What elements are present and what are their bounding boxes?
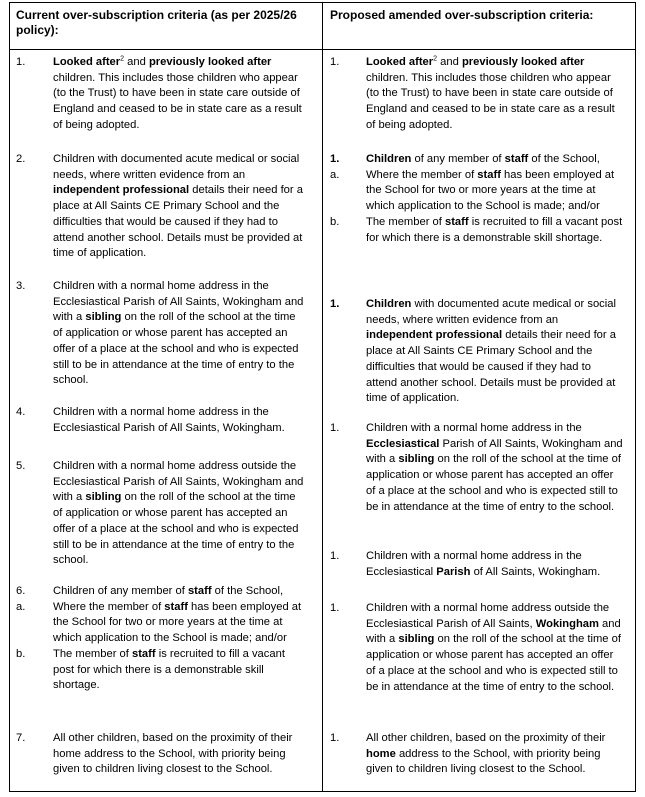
right-criterion-3 <box>330 297 624 407</box>
criterion-text <box>53 584 307 600</box>
text-run: Children with a normal home address outside the Ecclesiastical Parish of All Saints, Wokingham and with a <box>53 460 304 504</box>
text-run: and <box>437 56 462 68</box>
sub-criterion-letter: b. <box>16 647 26 660</box>
criterion-text <box>366 55 624 134</box>
left-criterion-6 <box>16 584 307 694</box>
criterion-text <box>366 152 624 168</box>
text-run: details their need for a place at All Saints CE Primary School and the difficulties that would be caused if they had to attend another school. Details must be provided at time of application. <box>53 184 303 260</box>
right-criterion-7 <box>330 731 624 778</box>
bold-text: sibling <box>85 491 122 504</box>
bold-text: Looked after <box>366 56 434 68</box>
text-run: The member of <box>366 215 445 228</box>
text-run: of the School, <box>211 585 284 597</box>
right-criterion-6 <box>330 601 624 695</box>
criterion-text <box>53 55 307 134</box>
left-criterion-7 <box>16 731 307 778</box>
left-criterion-4 <box>16 405 307 436</box>
text-run: of All Saints, Wokingham. <box>470 565 601 578</box>
sub-criterion <box>16 647 307 694</box>
bold-text: sibling <box>398 453 435 466</box>
criterion-text <box>53 405 307 436</box>
criterion-text <box>366 601 624 695</box>
criterion-number: 1. <box>330 298 340 310</box>
criterion-text <box>53 731 307 778</box>
text-run: is recruited to fill a vacant post for which there is a demonstrable skill shortage. <box>53 647 285 692</box>
text-run: Where the member of <box>53 600 165 613</box>
criterion-text <box>53 459 307 569</box>
criterion-number: 2. <box>16 153 26 165</box>
sub-criterion-letter: a. <box>16 600 26 613</box>
bold-text: staff <box>187 585 212 597</box>
text-run: and with a <box>366 617 621 646</box>
text-run: Parish of All Saints, Wokingham and with a <box>366 437 623 466</box>
bold-text: staff <box>477 168 501 181</box>
bold-text: staff <box>444 215 469 228</box>
text-run: details their need for a place at All Saints CE Primary School and the difficulties that would be caused if they had to attend another school. Details must be provided at time of application. <box>366 329 616 405</box>
criterion-text <box>366 731 624 778</box>
criterion-text <box>366 421 624 515</box>
bold-text: Wokingham <box>535 617 599 630</box>
text-run: has been employed at the School for two or more years at the time at which application to the School is made; and/or <box>366 168 615 213</box>
bold-text: sibling <box>398 633 435 646</box>
right-criterion-1 <box>330 55 624 134</box>
bold-text: Parish <box>436 565 471 578</box>
text-run: and <box>124 56 149 68</box>
text-run: Children with a normal home address outside the Ecclesiastical Parish of All Saints, <box>366 602 610 630</box>
bold-text: previously looked after <box>148 56 272 68</box>
criterion-text <box>366 297 624 407</box>
text-run: All other children, based on the proximity of their <box>366 732 606 744</box>
text-run: children. This includes those children who appear (to the Trust) to have been in state care outside of England and ceased to be in state care as a result of being adopted. <box>53 71 302 131</box>
sub-criterion <box>330 215 624 246</box>
text-run: The member of <box>53 647 132 660</box>
bold-text: sibling <box>85 311 122 324</box>
left-column-header: Current over-subscription criteria (as per 2025/26 policy): <box>16 8 297 37</box>
right-column-header: Proposed amended over-subscription criteria: <box>330 8 594 22</box>
bold-text: Children <box>366 298 412 310</box>
header-divider <box>10 49 635 50</box>
left-criterion-3 <box>16 279 307 389</box>
column-divider <box>322 3 323 791</box>
bold-text: Children <box>366 153 412 165</box>
bold-text: staff <box>164 600 188 613</box>
bold-text: Ecclesiastical <box>366 437 440 450</box>
criterion-number: 7. <box>16 732 26 744</box>
criterion-number: 3. <box>16 280 26 292</box>
sub-criterion-text <box>366 215 624 246</box>
right-criterion-4 <box>330 421 624 515</box>
text-run: address to the School, with priority being given to children living closest to the School. <box>366 747 601 776</box>
criterion-number: 6. <box>16 585 26 597</box>
sub-criterion-text <box>53 647 307 694</box>
text-run: on the roll of the school at the time of application or whose parent has accepted an offer of a place at the school and who is expected still to be in attendance at the time of entry to the school. <box>53 311 299 387</box>
criterion-number: 1. <box>330 550 340 562</box>
text-run: Children with a normal home address in the Ecclesiastical Parish of All Saints, Wokingham and with a <box>53 280 304 324</box>
bold-text: independent professional <box>366 329 503 342</box>
left-criterion-1 <box>16 55 307 134</box>
text-run: with documented acute medical or social needs, where written evidence from an <box>366 298 616 326</box>
criterion-text <box>53 279 307 389</box>
footnote-ref: 2 <box>120 55 125 63</box>
criteria-table <box>9 2 636 792</box>
criterion-number: 1. <box>330 602 340 614</box>
sub-criterion-text <box>366 168 624 215</box>
text-run: All other children, based on the proximity of their home address to the School, with priority being given to children living closest to the School. <box>53 732 293 776</box>
text-run: of any member of <box>411 153 505 165</box>
right-criterion-2 <box>330 152 624 246</box>
text-run: Children with a normal home address in the Ecclesiastical <box>366 550 582 578</box>
left-criterion-5 <box>16 459 307 569</box>
bold-text: Looked after <box>53 56 121 68</box>
bold-text: staff <box>131 647 156 660</box>
footnote-ref: 2 <box>433 55 438 63</box>
text-run: on the roll of the school at the time of application or whose parent has accepted an offer of a place at the school and who is expected still to be in attendance at the time of entry to the school. <box>366 633 621 693</box>
sub-criterion <box>16 600 307 647</box>
text-run: Children of any member of <box>53 585 188 597</box>
criterion-number: 1. <box>330 422 340 434</box>
criterion-number: 5. <box>16 460 26 472</box>
text-run: children. This includes those children who appear (to the Trust) to have been in state care outside of England and ceased to be in state care as a result of being adopted. <box>366 71 615 131</box>
sub-criterion-text <box>53 600 307 647</box>
right-criterion-5 <box>330 549 624 580</box>
text-run: on the roll of the school at the time of application or whose parent has accepted an offer of a place at the school and who is expected still to be in attendance at the time of entry to the school. <box>53 491 299 567</box>
text-run: on the roll of the school at the time of application or whose parent has accepted an offer of a place at the school and who is expected still to be in attendance at the time of entry to the school. <box>366 453 621 513</box>
text-run: Children with documented acute medical or social needs, where written evidence from an <box>53 153 300 181</box>
criterion-number: 1. <box>330 732 340 744</box>
criterion-number: 4. <box>16 406 26 418</box>
criterion-number: 1. <box>16 56 26 68</box>
text-run: of the School, <box>528 153 600 165</box>
criterion-text <box>53 152 307 262</box>
criterion-text <box>366 549 624 580</box>
sub-criterion-letter: b. <box>330 215 340 228</box>
bold-text: staff <box>504 153 529 165</box>
bold-text: previously looked after <box>461 56 585 68</box>
text-run: is recruited to fill a vacant post for which there is a demonstrable skill shortage. <box>366 215 623 244</box>
sub-criterion <box>330 168 624 215</box>
criterion-number: 1. <box>330 153 340 165</box>
sub-criterion-letter: a. <box>330 168 340 181</box>
text-run: Where the member of <box>366 168 478 181</box>
text-run: Children with a normal home address in the Ecclesiastical Parish of All Saints, Wokingham. <box>53 406 285 434</box>
criterion-number: 1. <box>330 56 340 68</box>
left-criterion-2 <box>16 152 307 262</box>
text-run: Children with a normal home address in the <box>366 422 582 434</box>
bold-text: home <box>366 747 396 760</box>
bold-text: independent professional <box>53 184 190 197</box>
text-run: has been employed at the School for two or more years at the time at which application to the School is made; and/or <box>53 600 302 645</box>
